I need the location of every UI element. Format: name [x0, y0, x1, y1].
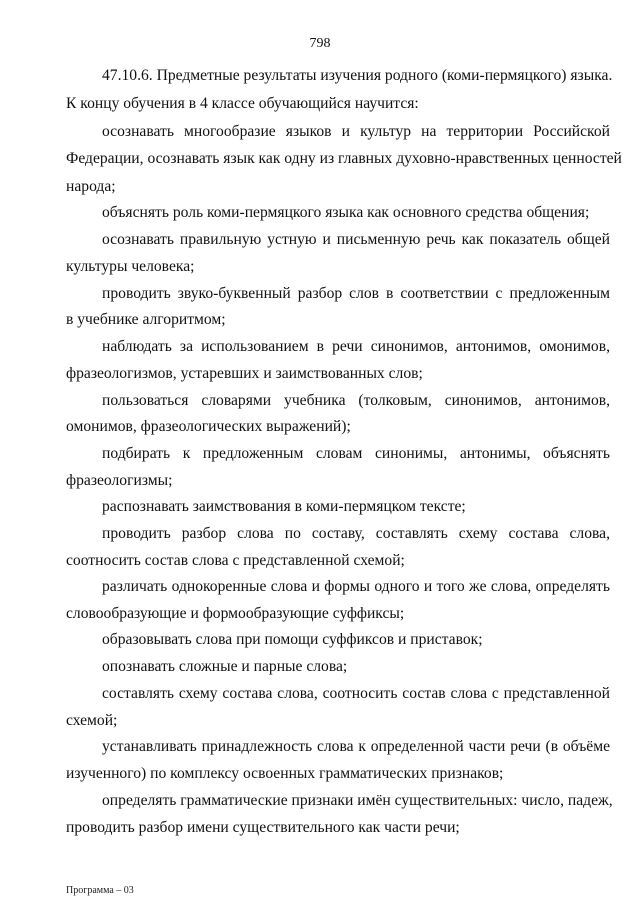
text-line: в учебнике алгоритмом;: [66, 311, 226, 328]
text-line: омонимов, фразеологических выражений);: [66, 418, 351, 435]
text-line: словообразующие и формообразующие суффиксы;: [66, 605, 405, 622]
text-line: фразеологизмов, устаревших и заимствованных слов;: [66, 365, 423, 382]
text-line: различать однокоренные слова и формы одного и того же слова, определять: [102, 578, 610, 595]
text-line: Федерации, осознавать язык как одну из главных духовно-нравственных ценностей: [66, 150, 622, 167]
text-line: устанавливать принадлежность слова к определенной части речи (в объёме: [102, 738, 610, 755]
text-line: культуры человека;: [66, 258, 195, 275]
text-line: проводить звуко-буквенный разбор слов в соответствии с предложенным: [102, 285, 610, 302]
text-line: схемой;: [66, 712, 118, 729]
text-line: определять грамматические признаки имён существительных: число, падеж,: [102, 792, 613, 809]
text-line: осознавать многообразие языков и культур на территории Российской: [102, 123, 610, 140]
text-line: наблюдать за использованием в речи синонимов, антонимов, омонимов,: [102, 338, 610, 355]
intro-line: К концу обучения в 4 классе обучающийся научится:: [66, 95, 419, 112]
text-line: составлять схему состава слова, соотносить состав слова с представленной: [102, 685, 610, 702]
text-line: опознавать сложные и парные слова;: [102, 658, 348, 675]
text-line: фразеологизмы;: [66, 472, 173, 489]
section-heading-line: 47.10.6. Предметные результаты изучения родного (коми-пермяцкого) языка.: [102, 67, 613, 84]
text-line: образовывать слова при помощи суффиксов и приставок;: [102, 631, 483, 648]
text-line: народа;: [66, 178, 116, 195]
text-line: проводить разбор слова по составу, составлять схему состава слова,: [102, 525, 610, 542]
text-line: соотносить состав слова с представленной схемой;: [66, 552, 405, 569]
text-line: пользоваться словарями учебника (толковым, синонимов, антонимов,: [102, 392, 610, 409]
text-line: объяснять роль коми-пермяцкого языка как основного средства общения;: [102, 204, 590, 221]
footer-program-label: Программа – 03: [66, 885, 134, 896]
page-number: 798: [309, 36, 331, 51]
text-line: изученного) по комплексу освоенных грамматических признаков;: [66, 765, 504, 782]
text-line: осознавать правильную устную и письменную речь как показатель общей: [102, 231, 610, 248]
text-line: распознавать заимствования в коми-пермяцком тексте;: [102, 498, 466, 515]
text-line: подбирать к предложенным словам синонимы, антонимы, объяснять: [102, 445, 610, 462]
text-line: проводить разбор имени существительного как части речи;: [66, 819, 460, 836]
